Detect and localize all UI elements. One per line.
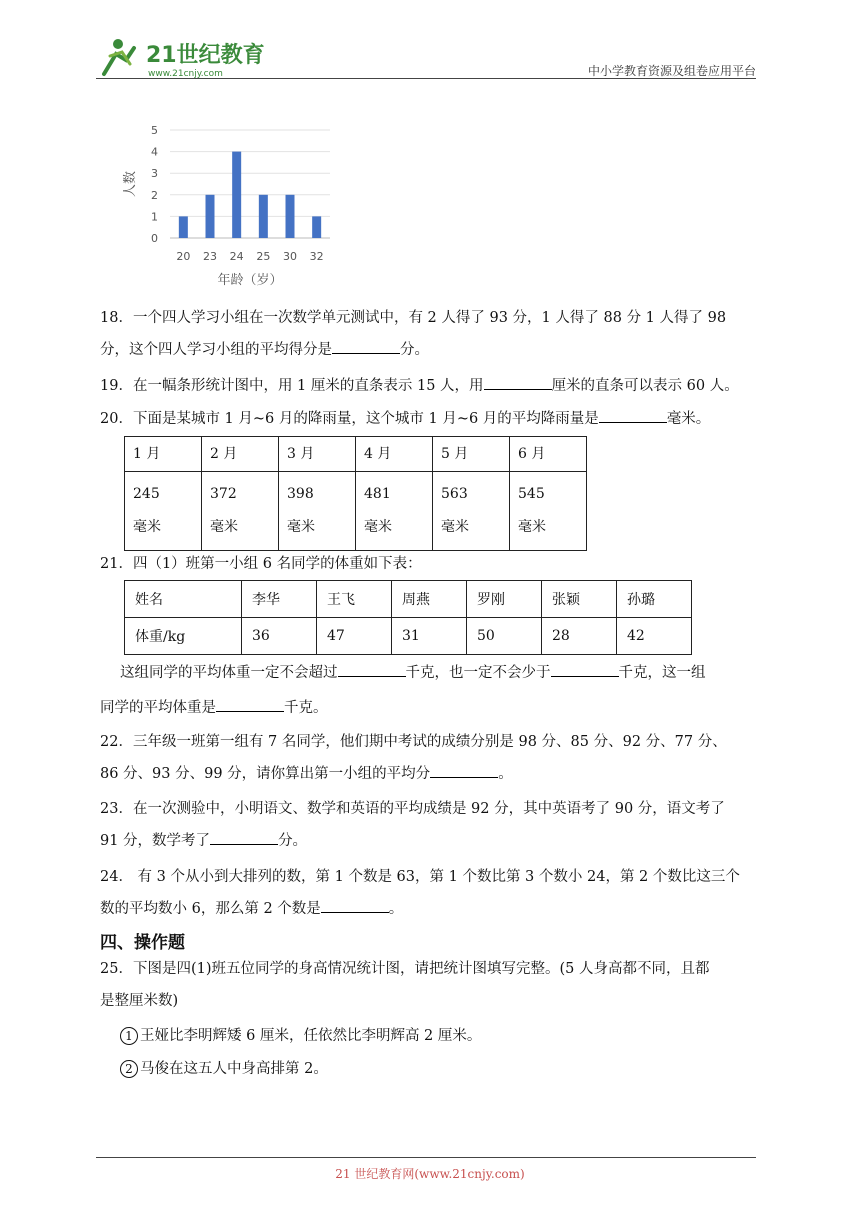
chart-x-tick-label: 25 xyxy=(256,250,271,263)
question-21-line2: 同学的平均体重是 千克。 xyxy=(100,692,764,724)
question-25: 25．下图是四(1)班五位同学的身高情况统计图，请把统计图填写完整。(5 人身高都不同，且都 是整厘米数) xyxy=(100,961,710,1009)
name-cell: 李华 xyxy=(242,581,317,618)
chart-grid xyxy=(170,130,330,238)
month-cell: 4 月 xyxy=(356,437,433,472)
header-platform-text: 中小学教育资源及组卷应用平台 xyxy=(587,64,756,78)
chart-y-tick-label: 4 xyxy=(151,145,158,159)
name-cell: 罗刚 xyxy=(467,581,542,618)
chart-x-tick-label: 24 xyxy=(229,250,244,263)
chart-bar xyxy=(179,216,188,238)
chart-bar xyxy=(312,216,321,238)
rain-cell: 372 毫米 xyxy=(202,472,279,551)
chart-x-tick-label: 30 xyxy=(283,250,297,263)
header-divider xyxy=(96,78,756,79)
circle-number: 2 xyxy=(120,1060,138,1078)
question-22: 22．三年级一班第一组有 7 名同学，他们期中考试的成绩分别是 98 分、85 分、92 分、77 分、 86 分、93 分、99 分，请你算出第一小组的平均分 。 xyxy=(100,734,727,782)
month-cell: 1 月 xyxy=(125,437,202,472)
rain-cell: 245 毫米 xyxy=(125,472,202,551)
footer-text: 21 世纪教育网(www.21cnjy.com) xyxy=(335,1167,525,1181)
chart-x-tick-label: 23 xyxy=(203,250,217,263)
answer-blank[interactable] xyxy=(484,372,552,390)
name-cell: 孙璐 xyxy=(617,581,692,618)
weight-cell: 31 xyxy=(392,618,467,655)
answer-blank[interactable] xyxy=(332,336,400,354)
weight-cell: 28 xyxy=(542,618,617,655)
logo-url: www.21cnjy.com xyxy=(148,69,223,79)
question-21-body: 这组同学的平均体重一定不会超过 千克，也一定不会少于 千克，这一组 xyxy=(120,657,770,689)
answer-blank[interactable] xyxy=(338,659,406,677)
weight-name-row xyxy=(125,581,692,618)
header-cell: 体重/kg xyxy=(125,618,242,655)
chart-y-tick-label: 0 xyxy=(151,232,158,245)
chart-x-ticks xyxy=(176,250,323,263)
weight-cell: 47 xyxy=(317,618,392,655)
weight-value-row xyxy=(125,618,692,655)
rain-cell: 545 毫米 xyxy=(510,472,587,551)
answer-blank[interactable] xyxy=(321,895,389,913)
chart-y-label: 人数 xyxy=(123,170,138,198)
answer-blank[interactable] xyxy=(216,694,284,712)
chart-y-tick-label: 3 xyxy=(151,167,158,181)
question-18 xyxy=(100,302,764,366)
rain-cell: 398 毫米 xyxy=(279,472,356,551)
month-cell: 3 月 xyxy=(279,437,356,472)
logo-text: 21世纪教育 xyxy=(146,43,265,68)
name-cell: 周燕 xyxy=(392,581,467,618)
chart-x-label: 年龄（岁） xyxy=(217,273,283,288)
month-cell: 2 月 xyxy=(202,437,279,472)
chart-bar xyxy=(286,195,295,238)
name-cell: 王飞 xyxy=(317,581,392,618)
weight-cell: 42 xyxy=(617,618,692,655)
chart-y-tick-label: 2 xyxy=(151,188,158,202)
chart-bar xyxy=(206,195,215,238)
age-bar-chart xyxy=(112,118,342,293)
chart-bar xyxy=(232,152,241,238)
chart-x-tick-label: 32 xyxy=(309,250,324,263)
question-18-line1: 18．一个四人学习小组在一次数学单元测试中，有 2 人得了 93 分，1 人得了 88 分 1 人得了 98 xyxy=(100,310,727,326)
footer-divider xyxy=(96,1157,756,1158)
question-21-intro: 21．四（1）班第一小组 6 名同学的体重如下表： xyxy=(100,556,422,572)
section-heading: 四、操作题 xyxy=(100,933,185,953)
chart-y-ticks xyxy=(151,124,158,245)
chart-x-tick-label: 20 xyxy=(176,250,191,263)
question-20: 20．下面是某城市 1 月~6 月的降雨量，这个城市 1 月~6 月的平均降雨量是 毫米。 xyxy=(100,403,764,435)
circle-number: 1 xyxy=(120,1027,138,1045)
answer-blank[interactable] xyxy=(599,405,667,423)
site-logo xyxy=(96,34,266,80)
rain-cell: 481 毫米 xyxy=(356,472,433,551)
question-18-line2: 分，这个四人学习小组的平均得分是 分。 xyxy=(100,334,764,366)
month-cell: 5 月 xyxy=(433,437,510,472)
condition-1: 1 王娅比李明辉矮 6 厘米，任依然比李明辉高 2 厘米。 xyxy=(120,1024,481,1045)
header-cell: 姓名 xyxy=(125,581,242,618)
page-header xyxy=(96,30,756,82)
rainfall-month-row xyxy=(125,437,587,472)
chart-y-tick-label: 5 xyxy=(151,124,158,137)
weight-cell: 36 xyxy=(242,618,317,655)
month-cell: 6 月 xyxy=(510,437,587,472)
weight-cell: 50 xyxy=(467,618,542,655)
answer-blank[interactable] xyxy=(210,827,278,845)
rainfall-table xyxy=(124,436,587,551)
question-19: 19．在一幅条形统计图中，用 1 厘米的直条表示 15 人，用 厘米的直条可以表示 60 人。 xyxy=(100,370,764,402)
chart-bar xyxy=(259,195,268,238)
weight-table xyxy=(124,580,692,655)
question-24: 24． 有 3 个从小到大排列的数，第 1 个数是 63，第 1 个数比第 3 个数小 24，第 2 个数比这三个 数的平均数小 6，那么第 2 个数是 。 xyxy=(100,869,740,917)
chart-y-tick-label: 1 xyxy=(151,210,158,224)
condition-2: 2 马俊在这五人中身高排第 2。 xyxy=(120,1057,328,1078)
name-cell: 张颖 xyxy=(542,581,617,618)
rain-cell: 563 毫米 xyxy=(433,472,510,551)
answer-blank[interactable] xyxy=(551,659,619,677)
question-23: 23．在一次测验中，小明语文、数学和英语的平均成绩是 92 分，其中英语考了 90 分，语文考了 91 分，数学考了 分。 xyxy=(100,801,725,849)
rainfall-value-row xyxy=(125,472,587,551)
answer-blank[interactable] xyxy=(430,760,498,778)
